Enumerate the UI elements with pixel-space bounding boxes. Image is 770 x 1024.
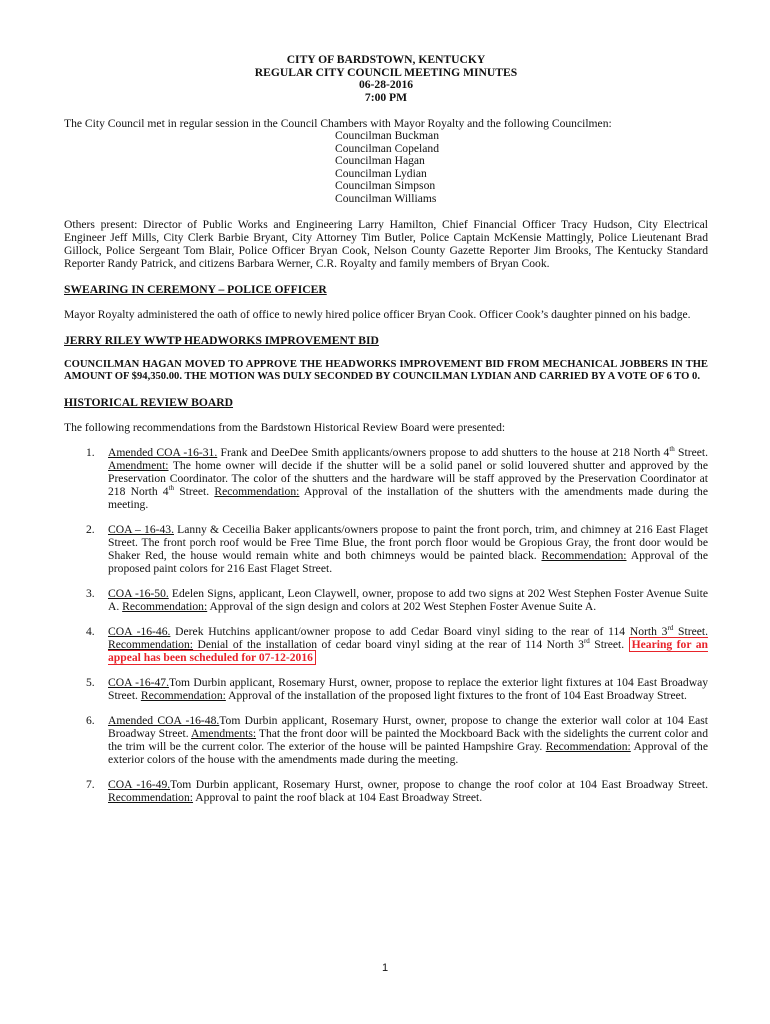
recommendation-item <box>64 676 708 702</box>
coa-label: COA -16-50. <box>108 586 169 600</box>
historical-intro: The following recommendations from the Bardstown Historical Review Board were presented: <box>64 420 506 434</box>
item-number: 2. <box>86 522 95 536</box>
coa-label: COA -16-47. <box>108 675 169 689</box>
item-text: Approval of the sign design and colors at 202 West Stephen Foster Avenue Suite A. <box>207 599 597 613</box>
item-text: Approval of the installation of the proposed light fixtures to the front of 104 East Broadway Street. <box>225 688 687 702</box>
recommendation-label: Recommendation: <box>122 599 208 613</box>
item-text: Street. <box>673 624 708 638</box>
councilman-item: Councilman Hagan <box>335 154 425 168</box>
item-text: The home owner will decide if the shutter will be a solid panel or solid louvered shutter and approved by the Preservation Coordinator. The color of the shutters and the hardware will be staff approved by the Preservation Coordinator at 218 North 4 <box>108 458 708 498</box>
coa-label: Amended COA -16-48. <box>108 713 220 727</box>
item-text: Approval to paint the roof black at 104 East Broadway Street. <box>193 790 483 804</box>
header-title: REGULAR CITY COUNCIL MEETING MINUTES <box>254 65 518 79</box>
recommendations-list <box>64 446 708 804</box>
item-text: Approval of the installation of the shutters with the amendments made during the meeting. <box>108 484 708 511</box>
item-text: Street. <box>589 637 629 651</box>
councilman-item: Councilman Simpson <box>335 179 436 193</box>
item-text: Derek Hutchins applicant/owner propose to add Cedar Board vinyl siding to the rear of 114 North 3 <box>170 624 668 638</box>
superscript: th <box>168 483 175 492</box>
coa-label: COA -16-49. <box>108 777 171 791</box>
item-text: That the front door will be painted the Mockboard Back with the sidelights the current color and the trim will be the current color. The exterior of the house will be painted Hampshire Gray. <box>108 726 708 753</box>
item-text: Approval of the exterior colors of the house with the amendments made during the meeting. <box>108 739 709 766</box>
appeal-hearing-notice: Hearing for an appeal has been scheduled for 07-12-2016 <box>108 637 708 664</box>
item-text: Tom Durbin applicant, Rosemary Hurst, owner, propose to change the roof color at 104 East Broadway Street. <box>170 777 709 791</box>
amendment-label: Amendments: <box>191 726 257 740</box>
item-text: Approval of the proposed paint colors for 216 East Flaget Street. <box>108 548 708 575</box>
recommendation-item <box>64 625 708 664</box>
header-date: 06-28-2016 <box>358 78 414 91</box>
recommendation-label: Recommendation: <box>108 790 194 804</box>
recommendation-item <box>64 446 708 511</box>
item-text: Street. <box>674 445 709 459</box>
header-city: CITY OF BARDSTOWN, KENTUCKY <box>286 53 486 66</box>
coa-label: COA -16-46. <box>108 624 171 638</box>
recommendation-label: Recommendation: <box>545 739 631 753</box>
item-text: Tom Durbin applicant, Rosemary Hurst, owner, propose to replace the exterior light fixtures at 104 East Broadway Street. <box>108 675 709 702</box>
recommendation-item <box>64 778 708 804</box>
wwtp-motion: COUNCILMAN HAGAN MOVED TO APPROVE THE HEADWORKS IMPROVEMENT BID FROM MECHANICAL JOBBERS IN THE AMOUNT OF $94,350.00. THE MOTION WAS DULY SECONDED BY COUNCILMAN LYDIAN AND CARRIED BY A VOTE OF 6 TO 0. <box>64 358 708 382</box>
amendment-label: Amendment: <box>108 458 169 472</box>
councilman-item: Councilman Lydian <box>335 166 427 180</box>
item-number: 7. <box>86 777 95 791</box>
item-text: Street. <box>174 484 215 498</box>
item-text: Tom Durbin applicant, Rosemary Hurst, owner, propose to change the exterior wall color at 104 East Broadway Street. <box>108 713 708 740</box>
item-text: Edelen Signs, applicant, Leon Claywell, owner, propose to add two signs at 202 West Stephen Foster Avenue Suite A. <box>108 586 708 613</box>
superscript: rd <box>583 636 590 645</box>
item-number: 3. <box>86 586 95 600</box>
page-number: 1 <box>381 962 389 974</box>
coa-label: COA – 16-43. <box>108 522 174 536</box>
superscript: rd <box>667 623 674 632</box>
councilman-item: Councilman Buckman <box>335 129 440 142</box>
recommendation-label: Recommendation: <box>541 548 627 562</box>
recommendation-label: Recommendation: <box>108 637 194 651</box>
councilman-item: Councilman Copeland <box>335 141 440 155</box>
recommendation-label: Recommendation: <box>140 688 226 702</box>
recommendation-item <box>64 714 708 766</box>
item-number: 4. <box>86 624 95 638</box>
councilman-item: Councilman Williams <box>335 191 437 205</box>
item-number: 6. <box>86 713 95 727</box>
wwtp-heading: JERRY RILEY WWTP HEADWORKS IMPROVEMENT BID <box>64 333 379 347</box>
swearing-heading: SWEARING IN CEREMONY – POLICE OFFICER <box>64 282 327 296</box>
item-text: Denial of the installation of cedar board vinyl siding at the rear of 114 North 3 <box>193 637 584 651</box>
swearing-paragraph: Mayor Royalty administered the oath of office to newly hired police officer Bryan Cook. Officer Cook’s daughter pinned on his badge. <box>64 307 691 321</box>
superscript: th <box>669 444 675 453</box>
intro-paragraph: The City Council met in regular session in the Council Chambers with Mayor Royalty and the following Councilmen: <box>64 117 612 130</box>
recommendation-item <box>64 587 708 613</box>
item-number: 1. <box>86 445 95 459</box>
minutes-page <box>64 54 708 804</box>
header-time: 7:00 PM <box>364 90 408 104</box>
recommendation-item <box>64 523 708 575</box>
document-header <box>64 54 708 104</box>
councilmen-list <box>335 130 708 206</box>
item-text: Lanny & Ceceilia Baker applicants/owners propose to paint the front porch, trim, and chimney at 216 East Flaget Street. The front porch roof would be Free Time Blue, the front porch floor would be Gropious Gray, the front door would be Shaker Red, the house would remain white and both chimneys would be painted black. <box>108 522 708 562</box>
item-number: 5. <box>86 675 95 689</box>
coa-label: Amended COA -16-31. <box>108 445 218 459</box>
recommendation-label: Recommendation: <box>214 484 300 498</box>
others-present-paragraph: Others present: Director of Public Works and Engineering Larry Hamilton, Chief Financial Officer Tracy Hudson, City Electrical Engineer Jeff Mills, City Clerk Barbie Bryant, City Attorney Tim Butler, Police Captain McKensie Mattingly, Police Lieutenant Brad Gillock, Police Sergeant Tom Blair, Police Officer Bryan Cook, Nelson County Gazette Reporter Jim Brooks, The Kentucky Standard Reporter Randy Patrick, and citizens Barbara Werner, C.R. Royalty and family members of Bryan Cook. <box>64 217 708 270</box>
item-text: Frank and DeeDee Smith applicants/owners propose to add shutters to the house at 218 North 4 <box>217 445 670 459</box>
historical-heading: HISTORICAL REVIEW BOARD <box>64 395 234 409</box>
